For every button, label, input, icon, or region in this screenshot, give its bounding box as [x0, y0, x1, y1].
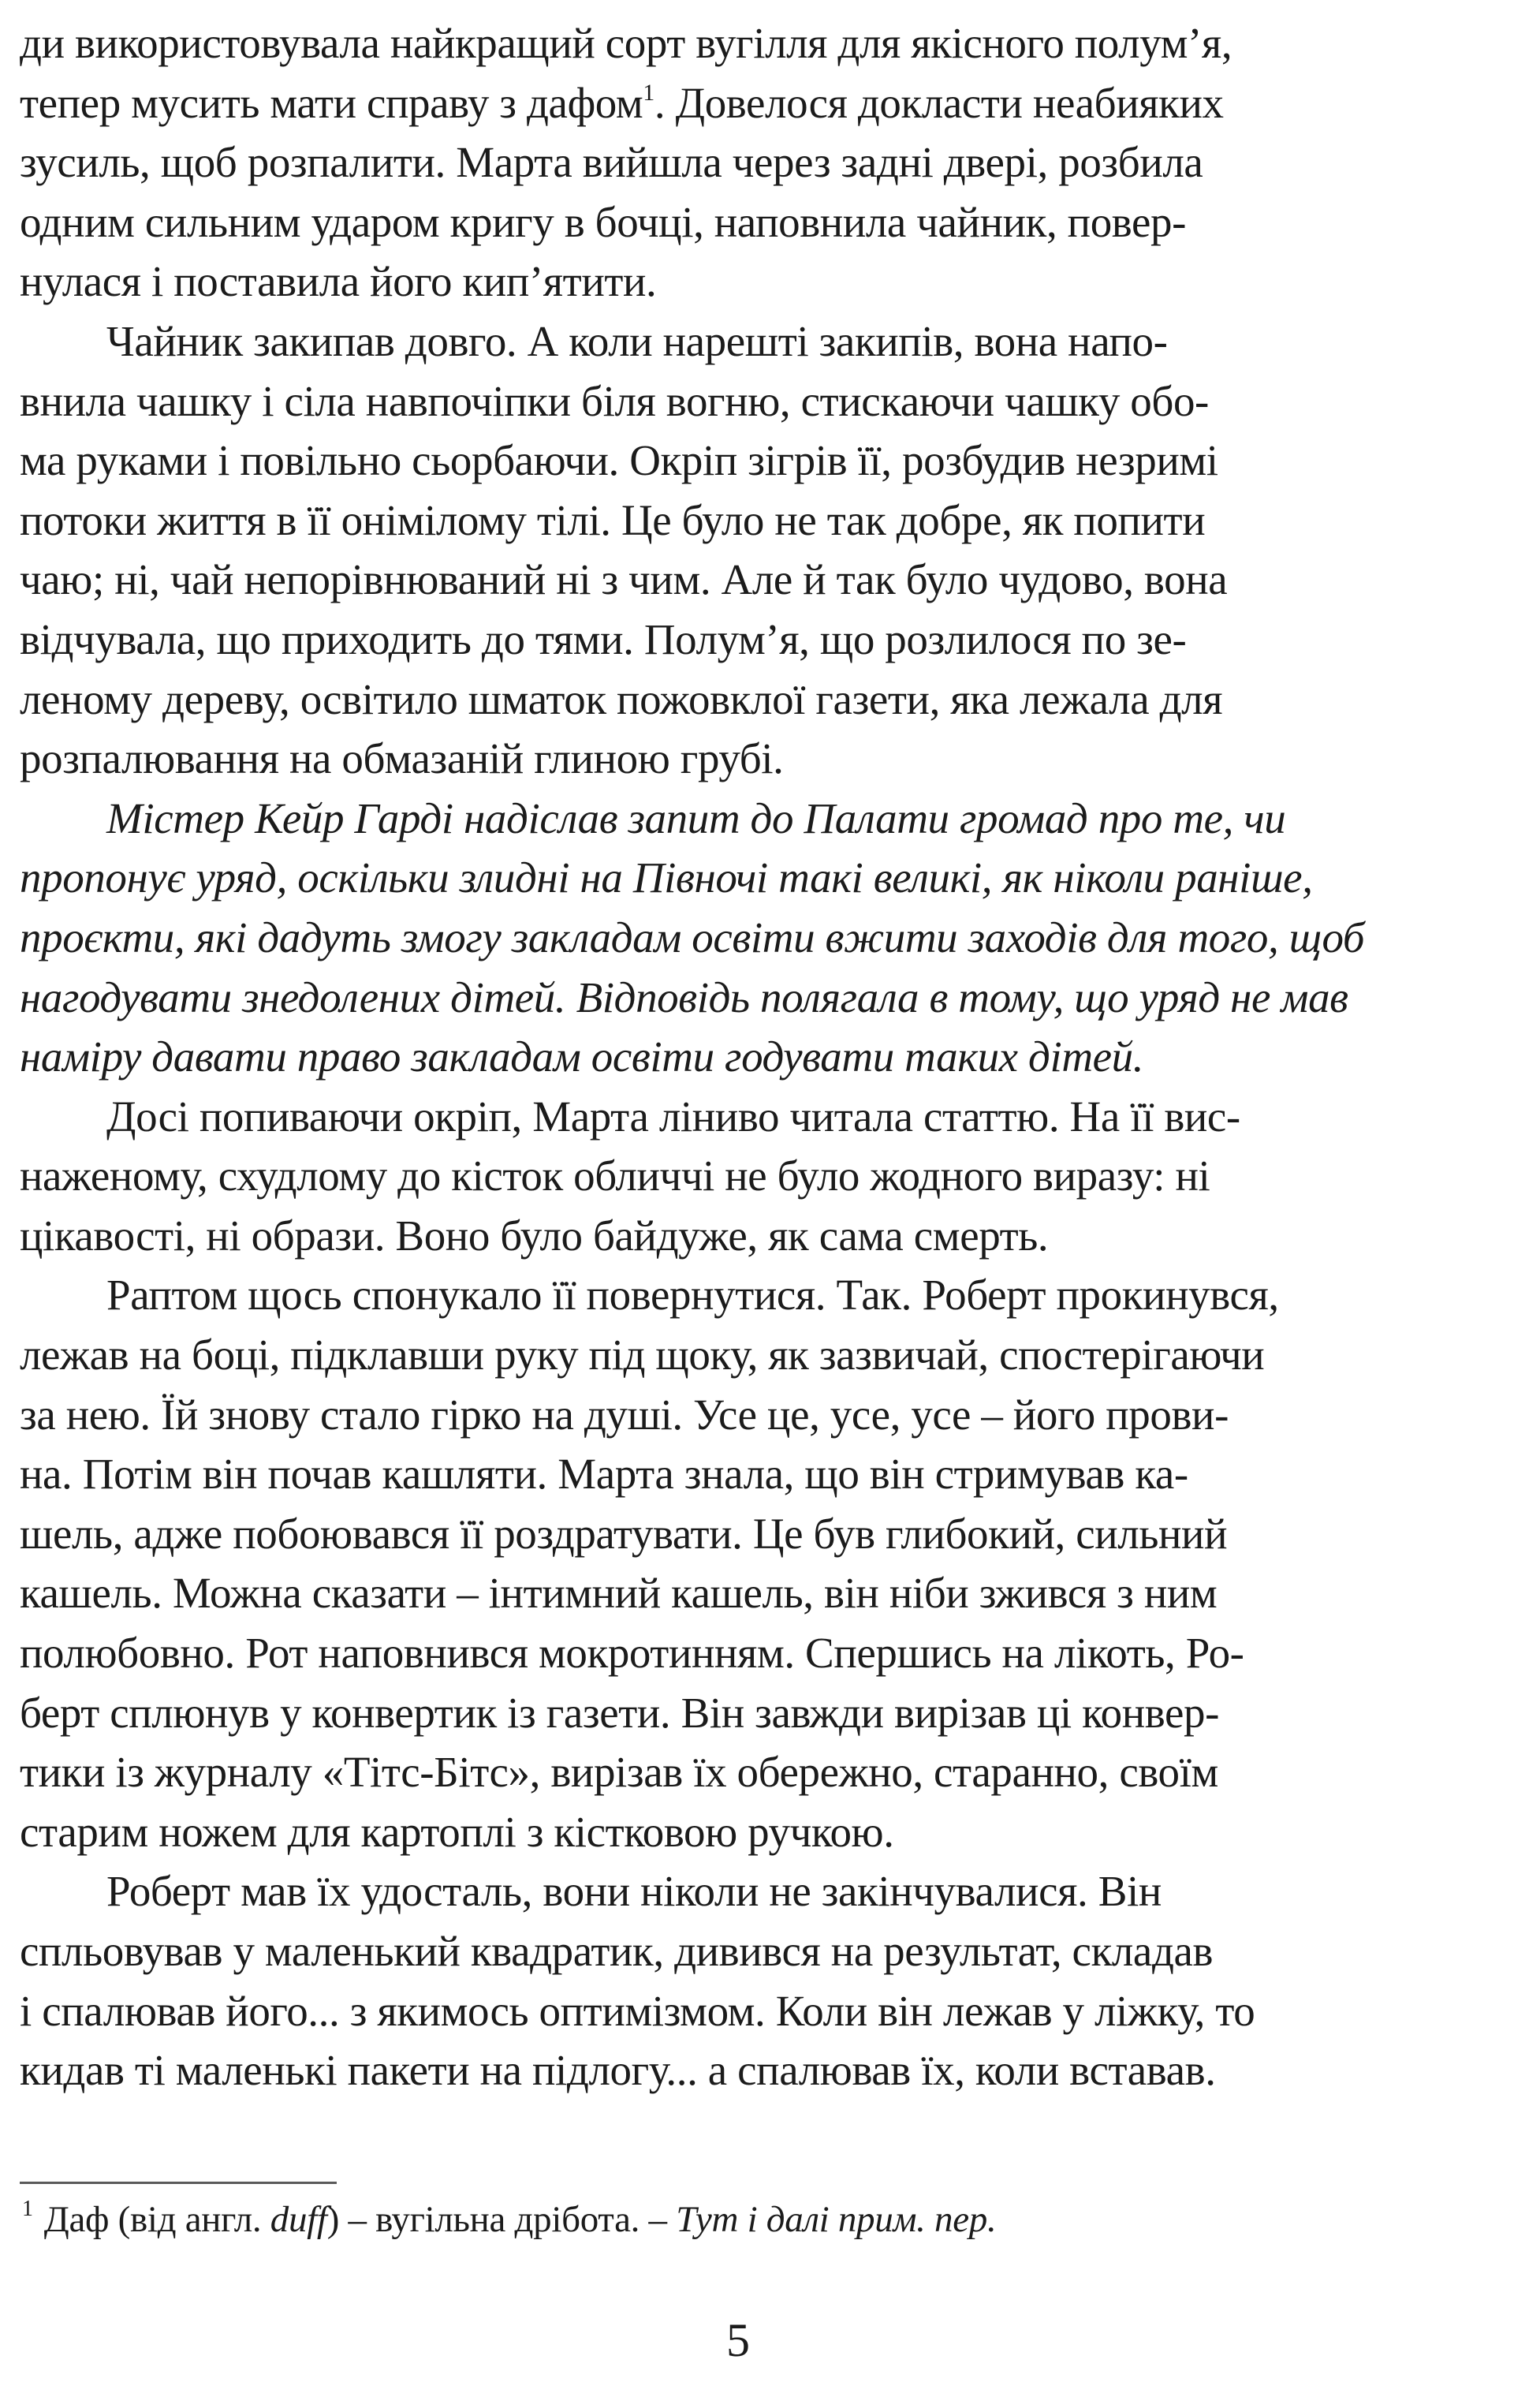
text-line: пропонує уряд, оскільки злидні на Півночі такі великі, як ніколи раніше,: [20, 853, 1313, 902]
text-fragment: тепер мусить мати справу з дафом: [20, 78, 643, 127]
footnote: [22, 2196, 996, 2249]
text-line: Раптом щось спонукало її повернутися. Так. Роберт прокинувся,: [106, 1271, 1279, 1320]
text-line: берт сплюнув у конвертик із газети. Він завжди вирізав ці конвер-: [20, 1688, 1220, 1737]
paragraph: [20, 1265, 1456, 1861]
text-line: потоки життя в її онімілому тілі. Це було не так добре, як попити: [20, 495, 1206, 544]
footnote-translator-note: Тут і далі прим. пер.: [676, 2199, 997, 2240]
text-line: цікавості, ні образи. Воно було байдуже, як сама смерть.: [20, 1211, 1049, 1260]
text-line: чаю; ні, чай непорівнюваний ні з чим. Але й так було чудово, вона: [20, 555, 1228, 604]
text-fragment: . Довелося докласти неабияких: [654, 78, 1224, 127]
text-line: шель, адже побоювався її роздратувати. Це був глибокий, сильний: [20, 1509, 1228, 1558]
text-line-with-footnote-ref: [20, 73, 1456, 133]
text-line: спльовував у маленький квадратик, дивився на результат, складав: [20, 1927, 1214, 1975]
text-line: нулася і поставила його кип’ятити.: [20, 257, 657, 306]
text-line: тики із журналу «Тітс-Бітс», вирізав їх обережно, старанно, своїм: [20, 1748, 1218, 1797]
text-line: ди використовувала найкращий сорт вугілля для якісного полум’я,: [20, 19, 1232, 67]
text-line: внила чашку і сіла навпочіпки біля вогню, стискаючи чашку обо-: [20, 376, 1209, 425]
body-text: [20, 13, 1456, 2100]
footnote-text: Даф (від англ.: [43, 2199, 270, 2240]
text-line: старим ножем для картоплі з кістковою ручкою.: [20, 1807, 894, 1856]
text-line: розпалювання на обмазаній глиною грубі.: [20, 734, 784, 783]
text-line: на. Потім він почав кашляти. Марта знала, що він стримував ка-: [20, 1450, 1188, 1499]
text-line: Чайник закипав довго. А коли нарешті закипів, вона напо-: [106, 316, 1168, 365]
text-line: нагодувати знедолених дітей. Відповідь полягала в тому, що уряд не мав: [20, 973, 1348, 1021]
text-line: і спалював його... з якимось оптимізмом. Коли він лежав у ліжку, то: [20, 1986, 1255, 2035]
page-number: 5: [726, 2314, 750, 2366]
paragraph: [20, 13, 1456, 312]
text-line: наженому, схудлому до кісток обличчі не було жодного виразу: ні: [20, 1152, 1210, 1200]
text-line: лежав на боці, підклавши руку під щоку, як зазвичай, спостерігаючи: [20, 1331, 1265, 1379]
footnote-text: ) – вугільна дрібота. –: [326, 2199, 677, 2240]
text-line: відчувала, що приходить до тями. Полум’я, що розлилося по зе-: [20, 614, 1187, 663]
paragraph: [20, 312, 1456, 789]
text-line: Роберт мав їх удосталь, вони ніколи не закінчувалися. Він: [106, 1867, 1162, 1916]
text-line: одним сильним ударом кригу в бочці, наповнила чайник, повер-: [20, 197, 1187, 246]
footnote-marker: 1: [22, 2197, 33, 2221]
footnote-reference[interactable]: 1: [643, 79, 654, 106]
text-line: кашель. Можна сказати – інтимний кашель, він ніби зжився з ним: [20, 1569, 1218, 1618]
text-line: за нею. Їй знову стало гірко на душі. Усе це, усе, усе – його прови-: [20, 1390, 1229, 1439]
text-line: Досі попиваючи окріп, Марта ліниво читала статтю. На її вис-: [106, 1092, 1240, 1141]
footnote-separator-rule: [20, 2182, 337, 2184]
text-line: Містер Кейр Гарді надіслав запит до Палати громад про те, чи: [106, 793, 1286, 842]
footnote-term: duff: [270, 2199, 327, 2240]
quoted-newspaper-paragraph: [20, 789, 1456, 1087]
text-line: полюбовно. Рот наповнився мокротинням. Спершись на лікоть, Ро-: [20, 1629, 1244, 1678]
text-line: проєкти, які дадуть змогу закладам освіти вжити заходів для того, щоб: [20, 913, 1365, 961]
text-line: зусиль, щоб розпалити. Марта вийшла через задні двері, розбила: [20, 138, 1203, 187]
paragraph: [20, 1087, 1456, 1266]
text-line: ма руками і повільно сьорбаючи. Окріп зігрів її, розбудив незримі: [20, 436, 1218, 485]
text-line: наміру давати право закладам освіти годувати таких дітей.: [20, 1032, 1144, 1081]
paragraph: [20, 1861, 1456, 2100]
text-line: леному дереву, освітило шматок пожовклої газети, яка лежала для: [20, 674, 1223, 723]
text-line: кидав ті маленькі пакети на підлогу... а спалював їх, коли вставав.: [20, 2046, 1216, 2095]
